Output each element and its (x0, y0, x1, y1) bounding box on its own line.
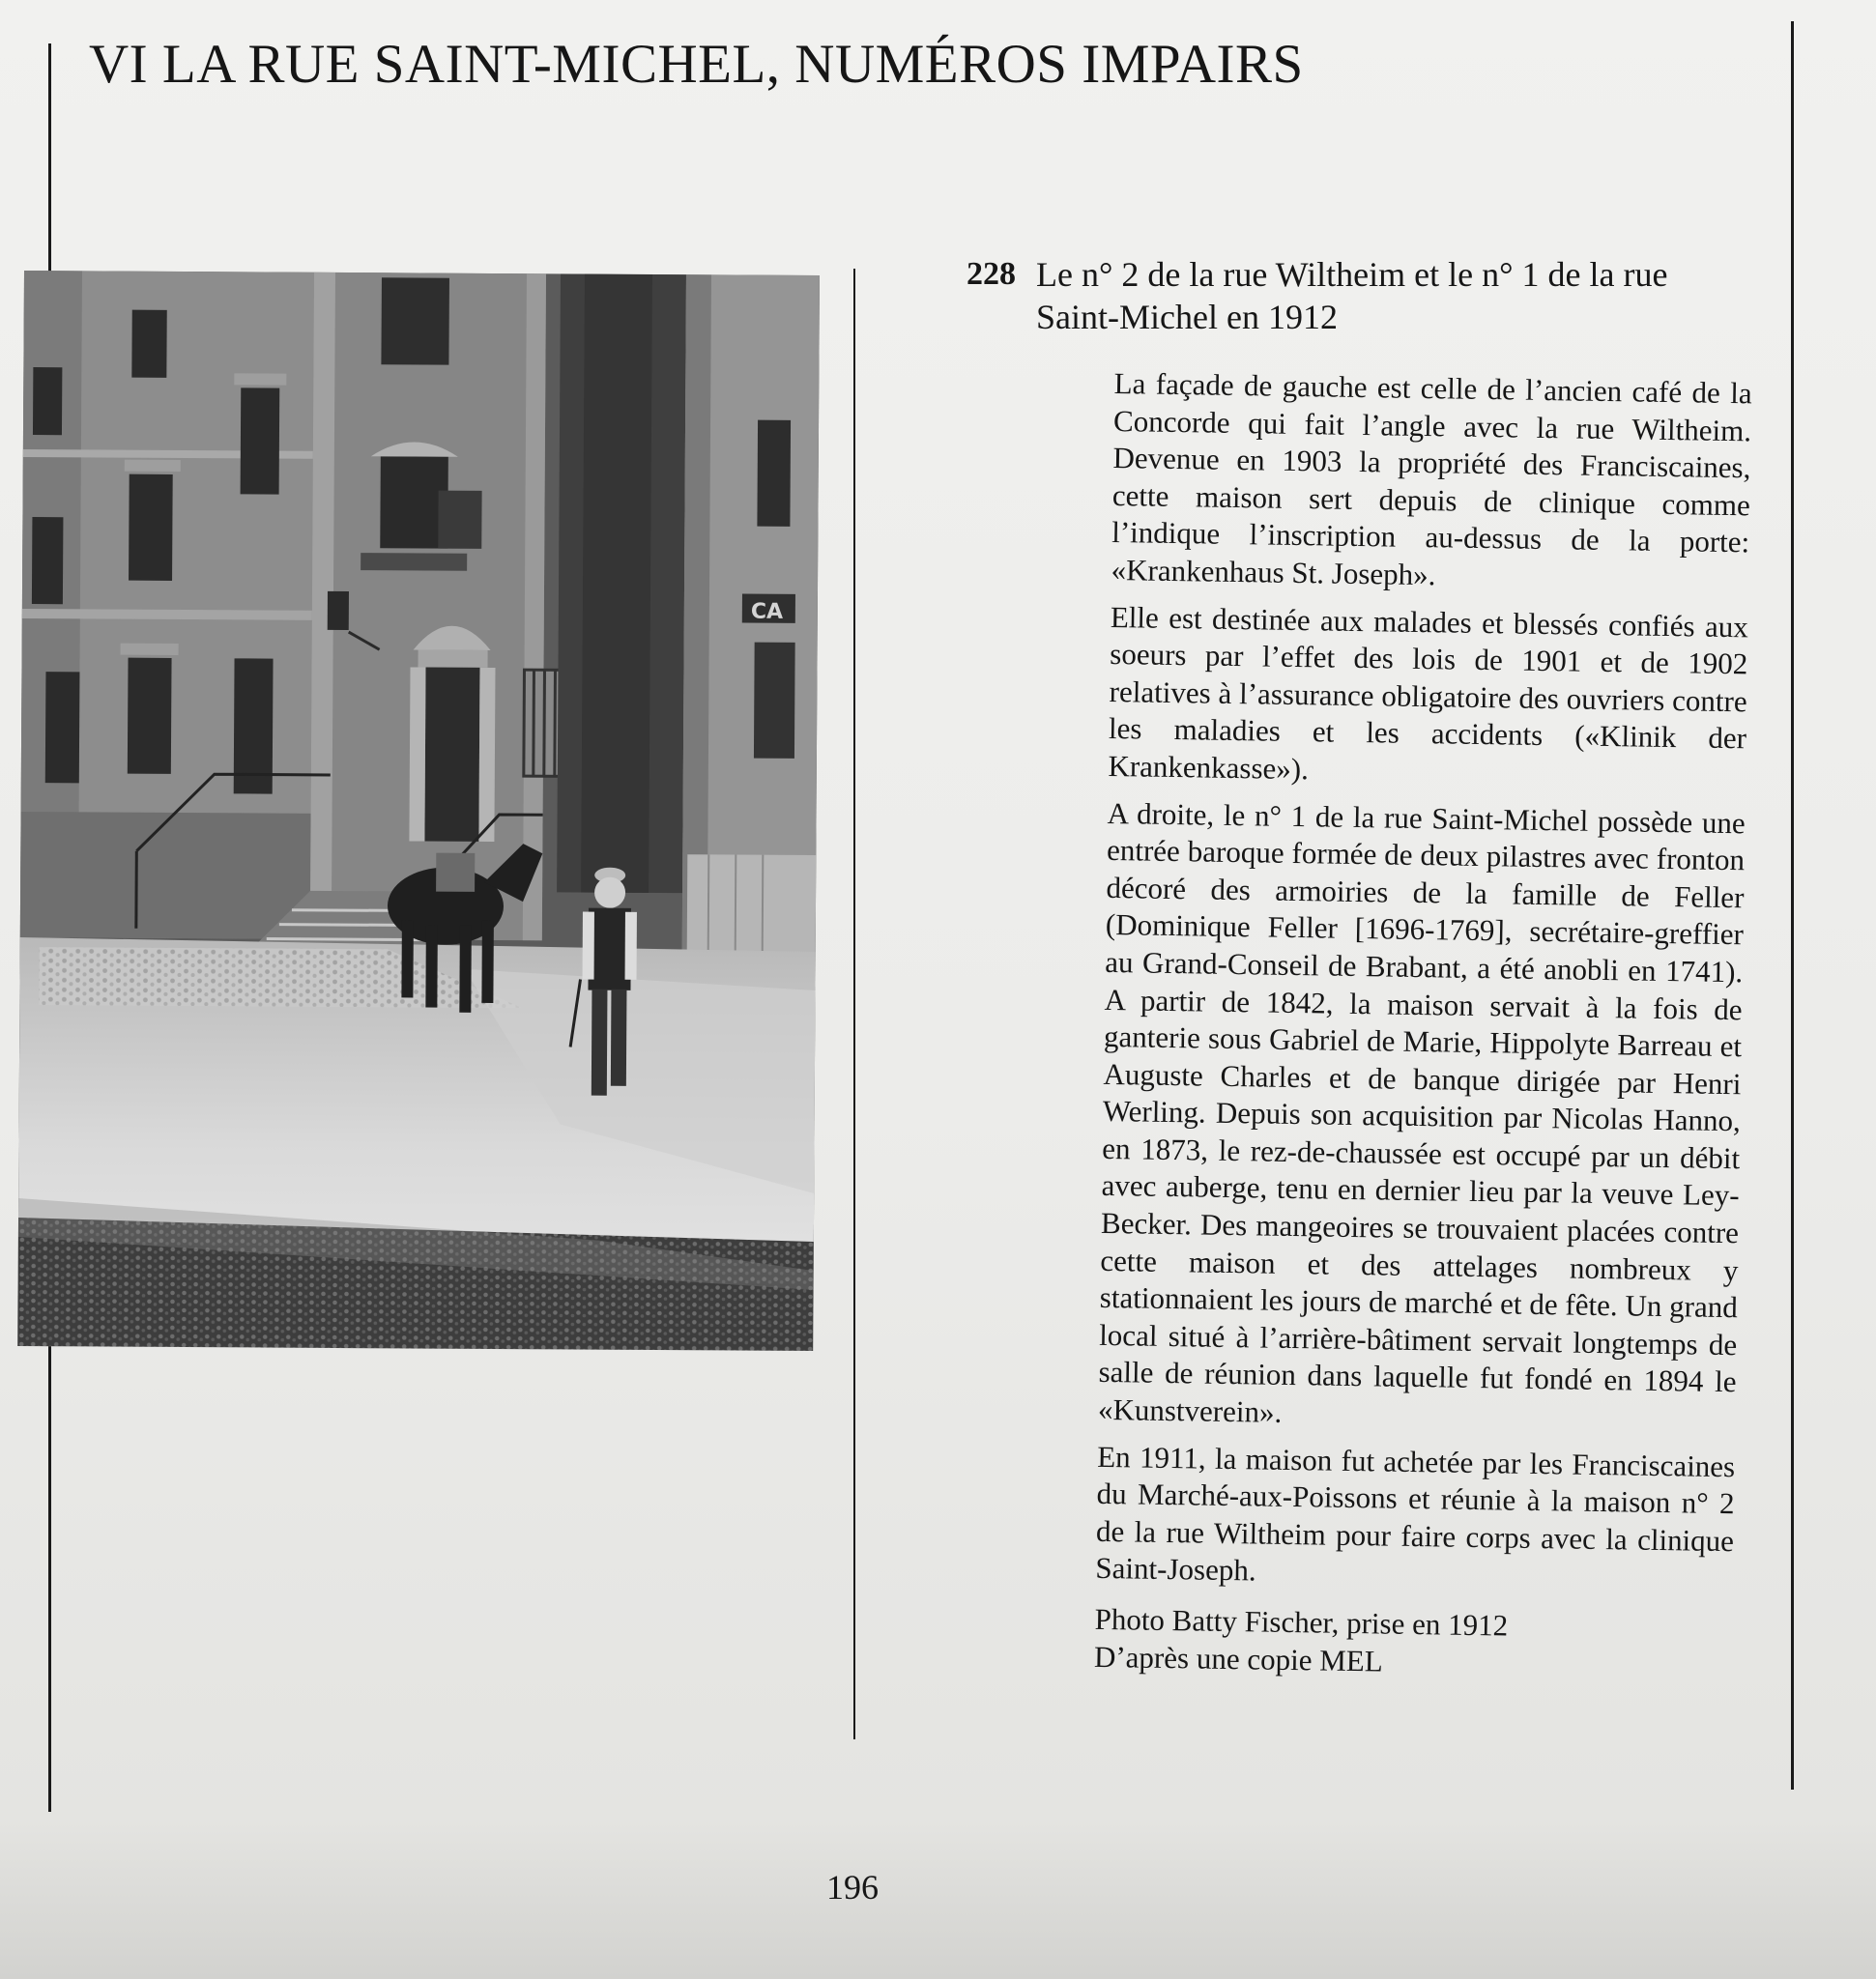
photo-credit-line-2: D’après une copie MEL (1093, 1639, 1383, 1678)
baroque-doorway (424, 668, 479, 842)
photo-credit (1094, 1601, 1733, 1686)
chapter-title: VI LA RUE SAINT-MICHEL, NUMÉROS IMPAIRS (89, 34, 1304, 95)
page-number: 196 (826, 1868, 879, 1907)
paragraph-cafe-concorde: La façade de gauche est celle de l’ancien café de la Concorde qui fait l’angle avec la rue Wiltheim. Devenue en 1903 la propriété des Franciscaines, cette maison sert depuis de clinique comme l’indique l’inscription au-dessus de la porte: «Krankenhaus St. Joseph». (1111, 365, 1752, 592)
photo-credit-line-1: Photo Batty Fischer, prise en 1912 (1094, 1601, 1509, 1643)
paragraph-purchase-1911: En 1911, la maison fut achetée par les Franciscaines du Marché-aux-Poissons et réunie à la maison n° 2 de la rue Wiltheim pour faire corps avec la clinique Saint-Joseph. (1095, 1439, 1736, 1588)
caption-number: 228 (967, 256, 1016, 292)
wall-lamp (328, 591, 349, 630)
shop-sign-text: CA (750, 599, 784, 624)
description-text (1094, 365, 1752, 1685)
caption-title (1036, 253, 1759, 338)
caption-title-line-2: Saint-Michel en 1912 (1036, 298, 1338, 336)
paragraph-clinic-purpose: Elle est destinée aux malades et blessés confiés aux soeurs par l’effet des lois de 1901 et de 1902 relatives à l’assurance obligatoire des ouvriers contre les maladies et les accidents («Klinik der Krankenkasse»). (1108, 599, 1749, 787)
right-margin-rule (1791, 21, 1794, 1790)
caption-title-line-1: Le n° 2 de la rue Wiltheim et le n° 1 de la rue (1036, 255, 1668, 294)
column-divider-rule (853, 269, 855, 1739)
paragraph-house-history: A droite, le n° 1 de la rue Saint-Michel possède une entrée baroque formée de deux pilastres avec fronton décoré des armoiries de la famille de Feller (Dominique Feller [1696-1769], secrétaire-greffier au Grand-Conseil de Brabant, a été anobli en 1741). A partir de 1842, la maison servait à la fois de ganterie sous Gabriel de Marie, Hippolyte Barreau et Auguste Charles et de banque dirigée par Henri Werling. Depuis son acquisition par Nicolas Hanno, en 1873, le rez-de-chaussée est occupé par un débit avec auberge, tenu en dernier lieu par la veuve Ley-Becker. Des mangeoires se trouvaient placées contre cette maison et des attelages nombreux y stationnaient les jours de marché et de fête. Un grand local situé à l’arrière-bâtiment servait longtemps de salle de réunion dans laquelle fut fondé en 1894 le «Kunstverein». (1097, 795, 1746, 1429)
photo-caption (967, 253, 1759, 338)
historic-street-photo (17, 271, 820, 1351)
